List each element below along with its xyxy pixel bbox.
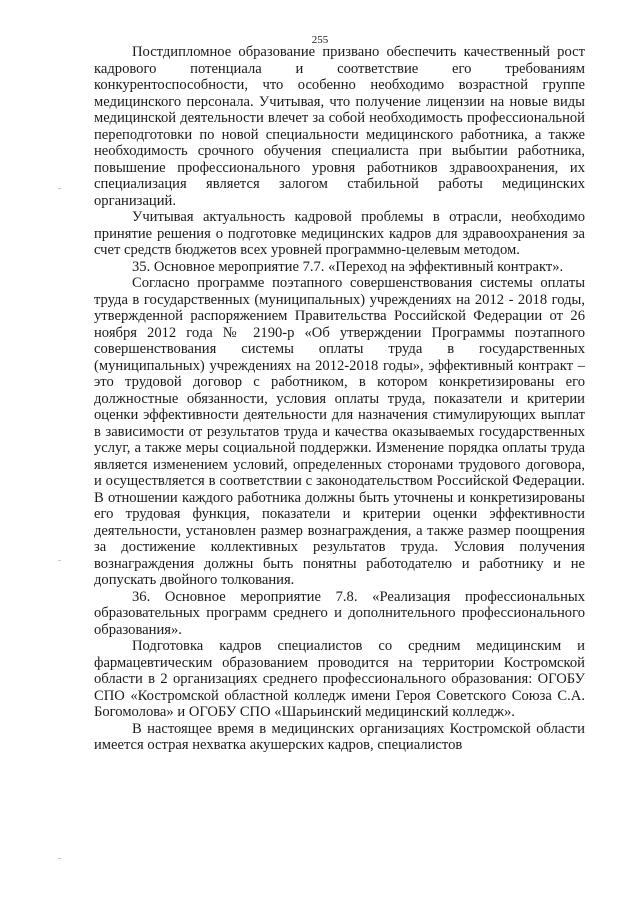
scan-margin-mark xyxy=(58,188,61,189)
paragraph-specialist-training: Подготовка кадров специалистов со средним медицинским и фармацевтическим образованием проводится на территории Костромской области в 2 организациях среднего профессионального образования: ОГОБУ СПО «Костромской областной колледж имени Героя Советского Союза С.А. Богомолова» и ОГОБУ СПО «Шарьинский медицинский колледж». xyxy=(94,638,585,720)
paragraph-midwife-shortage: В настоящее время в медицинских организациях Костромской области имеется острая нехватка акушерских кадров, специалистов xyxy=(94,720,585,753)
scan-margin-mark xyxy=(58,858,61,859)
paragraph-postgraduate-education: Постдипломное образование призвано обеспечить качественный рост кадрового потенциала и соответствие его требованиям конкурентоспособности, что особенно необходимо возрастной группе медицинского персонала. Учитывая, что получение лицензии на новые виды медицинской деятельности влечет за собой необходимость профессиональной переподготовки по новой специальности медицинского работника, а также необходимость срочного обучения специалиста при выбытии работника, повышение профессионального уровня работников здравоохранения, их специализация является залогом стабильной работы медицинских организаций. xyxy=(94,44,585,209)
paragraph-effective-contract: Согласно программе поэтапного совершенствования системы оплаты труда в государственных (муниципальных) учреждениях на 2012 - 2018 годы, утвержденной распоряжением Правительства Российской Федерации от 26 ноября 2012 года № 2190-р «Об утверждении Программы поэтапного совершенствования системы оплаты труда в государственных (муниципальных) учреждениях на 2012-2018 годы», эффективный контракт – это трудовой договор с работником, в котором конкретизированы его должностные обязанности, условия оплаты труда, показатели и критерии оценки эффективности деятельности для назначения стимулирующих выплат в зависимости от результатов труда и качества оказываемых государственных услуг, а также меры социальной поддержки. Изменение порядка оплаты труда является изменением условий, определенных сторонами трудового договора, и осуществляется в соответствии с законодательством Российской Федерации. В отношении каждого работника должны быть уточнены и конкретизированы его трудовая функция, показатели и критерии оценки эффективности деятельности, установлен размер вознаграждения, а также размер поощрения за достижение коллективных результатов труда. Условия получения вознаграждения должны быть понятны работодателю и работнику и не допускать двойного толкования. xyxy=(94,275,585,588)
paragraph-activity-7-8-heading: 36. Основное мероприятие 7.8. «Реализация профессиональных образовательных программ среднего и дополнительного профессионального образования». xyxy=(94,588,585,638)
page-number: 255 xyxy=(311,34,329,46)
paragraph-staffing-problem: Учитывая актуальность кадровой проблемы в отрасли, необходимо принятие решения о подготовке медицинских кадров для здравоохранения за счет средств бюджетов всех уровней программно-целевым методом. xyxy=(94,209,585,258)
scan-margin-mark xyxy=(58,560,61,561)
paragraph-activity-7-7-heading: 35. Основное мероприятие 7.7. «Переход на эффективный контракт». xyxy=(132,258,564,275)
document-body xyxy=(94,44,585,754)
